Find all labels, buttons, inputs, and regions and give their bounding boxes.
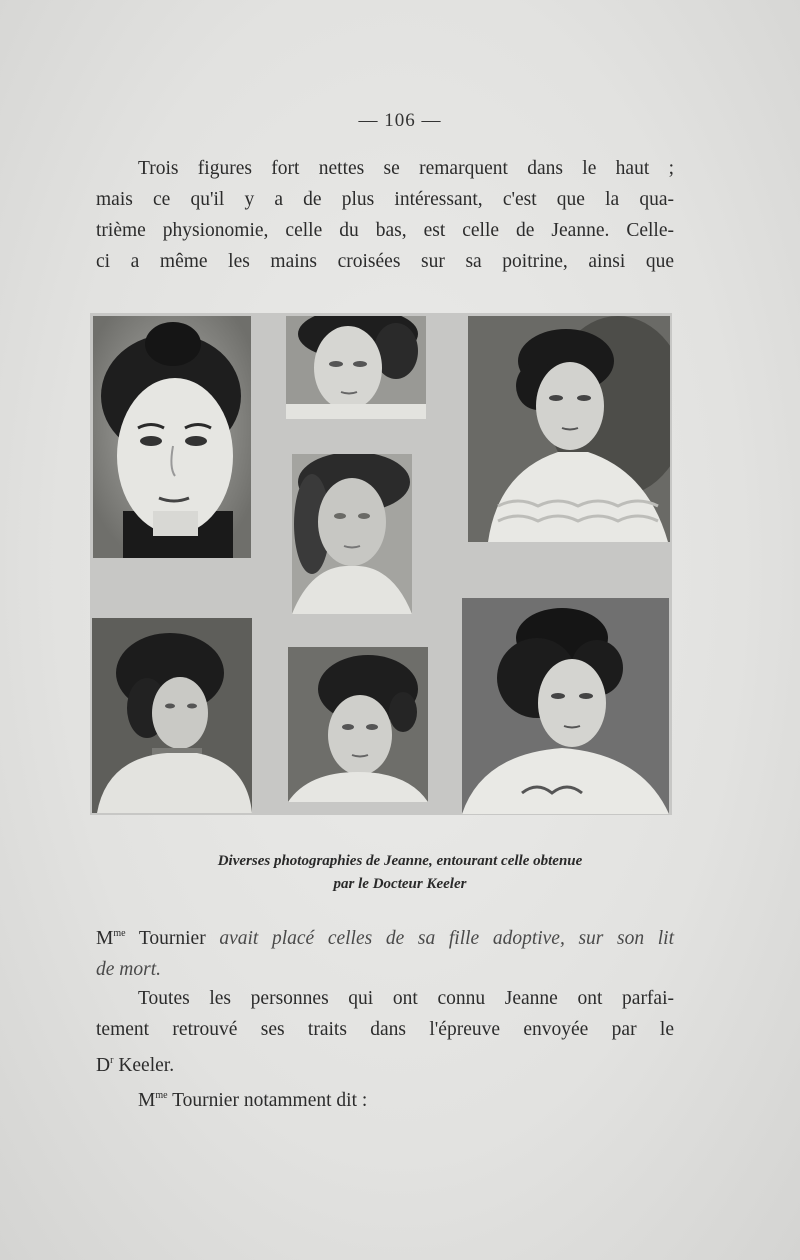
text-line: ci a même les mains croisées sur sa poitrine, ainsi que — [96, 251, 674, 272]
figure-caption — [90, 850, 710, 896]
photo-center — [292, 454, 412, 614]
italic-text: de mort. — [96, 959, 161, 980]
photo-top-left — [93, 316, 251, 558]
text-line: mais ce qu'il y a de plus intéressant, c'est que la qua- — [96, 189, 674, 210]
text-line — [96, 1045, 674, 1081]
photo-top-center — [286, 316, 426, 419]
italic-text: avait placé celles de sa fille adoptive, sur son lit — [219, 928, 674, 949]
text-segment: Tournier notamment dit : — [167, 1090, 368, 1111]
abbr-prefix: D — [96, 1055, 111, 1076]
paragraph-tournier — [96, 918, 674, 985]
abbr-prefix: M — [138, 1090, 156, 1111]
text-line: Toutes les personnes qui ont connu Jeanne ont parfai- — [138, 988, 674, 1009]
photo-bottom-left — [92, 618, 252, 813]
text-line: trième physionomie, celle du bas, est celle de Jeanne. Celle- — [96, 220, 674, 241]
text-line — [96, 1080, 674, 1116]
text-line: Trois figures fort nettes se remarquent dans le haut ; — [138, 158, 674, 179]
caption-line: Diverses photographies de Jeanne, entourant celle obtenue — [217, 853, 583, 869]
abbr-superscript: r — [110, 1055, 114, 1066]
caption-line: par le Docteur Keeler — [333, 876, 467, 892]
photo-bottom-center — [288, 647, 428, 802]
photo-bottom-right — [462, 598, 669, 814]
abbr-superscript: me — [155, 1090, 168, 1101]
photo-top-right — [468, 316, 670, 542]
abbr-superscript: me — [113, 928, 126, 939]
text-segment: Keeler. — [113, 1055, 175, 1076]
paragraph-intro — [96, 153, 674, 277]
photo-collage — [90, 313, 672, 815]
text-line: tement retrouvé ses traits dans l'épreuve envoyée par le — [96, 1019, 674, 1040]
text-line — [96, 918, 674, 954]
paragraph-quote-intro — [96, 1080, 674, 1116]
abbr-prefix: M — [96, 928, 114, 949]
page-number: — 106 — — [358, 110, 442, 131]
paragraph-persons — [96, 983, 674, 1081]
text-segment: Tournier — [125, 928, 220, 949]
